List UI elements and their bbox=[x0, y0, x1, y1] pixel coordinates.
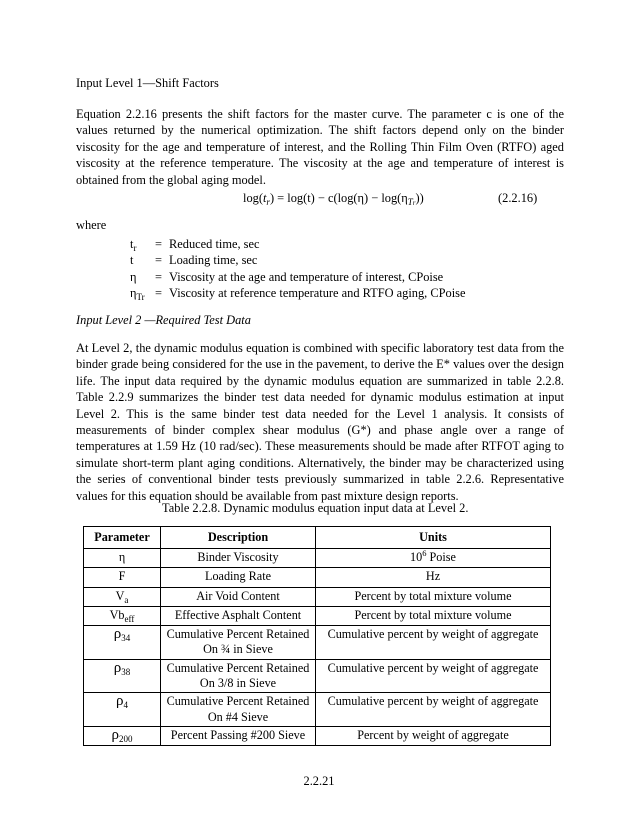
input-data-table bbox=[83, 526, 551, 746]
cell-parameter bbox=[84, 549, 161, 568]
cell-units bbox=[316, 659, 551, 693]
description-line1: Loading Rate bbox=[205, 569, 271, 584]
cell-units bbox=[316, 606, 551, 625]
definition-text: Loading time, sec bbox=[169, 253, 258, 268]
cell-units bbox=[316, 549, 551, 568]
parameter-symbol: ρ bbox=[116, 693, 124, 710]
definition-text: Viscosity at reference temperature and RTFO aging, CPoise bbox=[169, 286, 466, 301]
paragraph-level2: At Level 2, the dynamic modulus equation is combined with specific laboratory test data from the binder grade being considered for the use in the pavement, to derive the E* values over the design life. The input data required by the dynamic modulus equation are summarized in table 2.2.8. Table 2.2.9 summarizes the binder test data needed for dynamic modulus estimation at input Level 2. This is the same binder test data needed for the Level 1 analysis. It consists of measurements of binder complex shear modulus (G*) and phase angle over a range of temperatures at 1.59 Hz (10 rad/sec). These measurements should be made after RTFOT aging to simulate short-term plant aging conditions. Alternatively, the binder may be characterized using the series of conventional binder tests previously summarized in table 2.2.6. Representative values for this equation should be available from past mixture design reports. bbox=[76, 341, 564, 503]
eq-sub-r: r bbox=[266, 197, 270, 207]
parameter-subscript: eff bbox=[124, 613, 135, 624]
description-line1: Cumulative Percent Retained bbox=[166, 694, 310, 709]
parameter-symbol: η bbox=[118, 550, 126, 564]
cell-parameter bbox=[84, 726, 161, 745]
header-parameter: Parameter bbox=[84, 527, 161, 549]
eq-part: )) bbox=[415, 191, 424, 205]
parameter-subscript: 200 bbox=[119, 733, 133, 744]
definition-list bbox=[130, 236, 466, 302]
eq-part: log( bbox=[243, 191, 263, 205]
cell-units bbox=[316, 726, 551, 745]
units-text: Cumulative percent by weight of aggregate bbox=[327, 627, 539, 642]
cell-description bbox=[161, 549, 316, 568]
cell-units bbox=[316, 626, 551, 660]
table-row bbox=[84, 626, 551, 660]
description-line1: Air Void Content bbox=[196, 588, 280, 603]
table-row bbox=[84, 587, 551, 606]
table-row bbox=[84, 659, 551, 693]
cell-description bbox=[161, 606, 316, 625]
table-header-row bbox=[84, 527, 551, 549]
units-text: Percent by weight of aggregate bbox=[357, 727, 509, 742]
cell-parameter bbox=[84, 587, 161, 606]
cell-units bbox=[316, 693, 551, 727]
cell-parameter bbox=[84, 606, 161, 625]
cell-description bbox=[161, 626, 316, 660]
cell-units bbox=[316, 587, 551, 606]
parameter-symbol: ρ bbox=[113, 626, 122, 643]
parameter-subscript: 34 bbox=[121, 633, 131, 644]
table-row bbox=[84, 693, 551, 727]
section-title-level2: Input Level 2 —Required Test Data bbox=[76, 313, 251, 327]
definition-row bbox=[130, 236, 466, 252]
cell-parameter bbox=[84, 659, 161, 693]
cell-description bbox=[161, 726, 316, 745]
eq-sub-T-letter: T bbox=[407, 197, 413, 207]
units-text: Percent by total mixture volume bbox=[354, 588, 512, 603]
definition-row bbox=[130, 269, 466, 285]
definition-symbol: t bbox=[130, 253, 134, 268]
parameter-symbol: F bbox=[118, 569, 126, 584]
definition-subscript: r bbox=[133, 243, 137, 253]
header-description: Description bbox=[161, 527, 316, 549]
cell-description bbox=[161, 568, 316, 587]
units-superscript: 6 bbox=[422, 548, 427, 558]
section-title-level1: Input Level 1—Shift Factors bbox=[76, 76, 219, 90]
definition-equals: = bbox=[155, 253, 162, 268]
eq-part: ) = log(t) − c(log(η) − log(η bbox=[269, 191, 408, 205]
parameter-subscript: 38 bbox=[121, 666, 131, 677]
table-row bbox=[84, 726, 551, 745]
table-row bbox=[84, 606, 551, 625]
definition-equals: = bbox=[155, 269, 162, 284]
description-line2: On #4 Sieve bbox=[207, 709, 269, 724]
eq-sub-T-r: r bbox=[412, 199, 416, 207]
table-row bbox=[84, 568, 551, 587]
units-text: Cumulative percent by weight of aggregate bbox=[327, 694, 539, 709]
units-text: Hz bbox=[425, 569, 441, 584]
parameter-subscript: 4 bbox=[123, 700, 128, 711]
definition-row bbox=[130, 252, 466, 268]
definition-symbol: $t_r$ bbox=[130, 237, 137, 253]
header-units: Units bbox=[316, 527, 551, 549]
parameter-subscript: a bbox=[124, 594, 129, 605]
definition-equals: = bbox=[155, 286, 162, 301]
cell-description bbox=[161, 587, 316, 606]
description-line2: On 3/8 in Sieve bbox=[199, 676, 277, 691]
cell-parameter bbox=[84, 626, 161, 660]
cell-parameter bbox=[84, 693, 161, 727]
definition-row bbox=[130, 285, 466, 301]
parameter-symbol: V bbox=[115, 588, 125, 603]
definition-text: Viscosity at the age and temperature of interest, CPoise bbox=[169, 269, 444, 284]
description-line1: Cumulative Percent Retained bbox=[166, 627, 310, 642]
description-line1: Cumulative Percent Retained bbox=[166, 660, 310, 675]
parameter-symbol: Vb bbox=[109, 607, 125, 622]
table-caption: Table 2.2.8. Dynamic modulus equation input data at Level 2. bbox=[162, 501, 469, 515]
description-line2: On ¾ in Sieve bbox=[203, 642, 273, 657]
eq-sub-T bbox=[408, 197, 416, 207]
eq-var-t: t bbox=[262, 191, 267, 205]
where-label: where bbox=[76, 218, 107, 232]
cell-description bbox=[161, 693, 316, 727]
equation-2-2-16 bbox=[243, 190, 424, 208]
units-text-post: Poise bbox=[426, 550, 456, 564]
table-body bbox=[84, 549, 551, 746]
parameter-symbol: ρ bbox=[111, 726, 119, 743]
description-line1: Binder Viscosity bbox=[197, 550, 279, 564]
table-row bbox=[84, 549, 551, 568]
definition-text: Reduced time, sec bbox=[169, 237, 260, 251]
definition-subscript: Tr bbox=[136, 292, 145, 303]
page-number: 2.2.21 bbox=[303, 774, 335, 788]
units-text: Cumulative percent by weight of aggregate bbox=[327, 660, 539, 675]
description-line1: Percent Passing #200 Sieve bbox=[170, 727, 306, 742]
definition-symbol: $\eta_{Tr}$ bbox=[130, 286, 145, 303]
units-text: 10 bbox=[410, 550, 423, 564]
definition-symbol: η bbox=[130, 269, 137, 284]
parameter-symbol: ρ bbox=[113, 659, 122, 676]
definition-equals: = bbox=[155, 237, 162, 251]
description-line1: Effective Asphalt Content bbox=[174, 607, 302, 622]
paragraph-shift-factors: Equation 2.2.16 presents the shift factors for the master curve. The parameter c is one of the values returned by the numerical optimization. The shift factors depend only on the binder viscosity for the age and temperature of interest, and the Rolling Thin Film Oven (RTFO) aged viscosity at the reference temperature. The viscosity at the age and temperature of interest is obtained from the global aging model. bbox=[76, 107, 564, 187]
cell-parameter bbox=[84, 568, 161, 587]
cell-units bbox=[316, 568, 551, 587]
units-text: Percent by total mixture volume bbox=[354, 607, 512, 622]
cell-description bbox=[161, 659, 316, 693]
equation-number: (2.2.16) bbox=[498, 191, 538, 205]
